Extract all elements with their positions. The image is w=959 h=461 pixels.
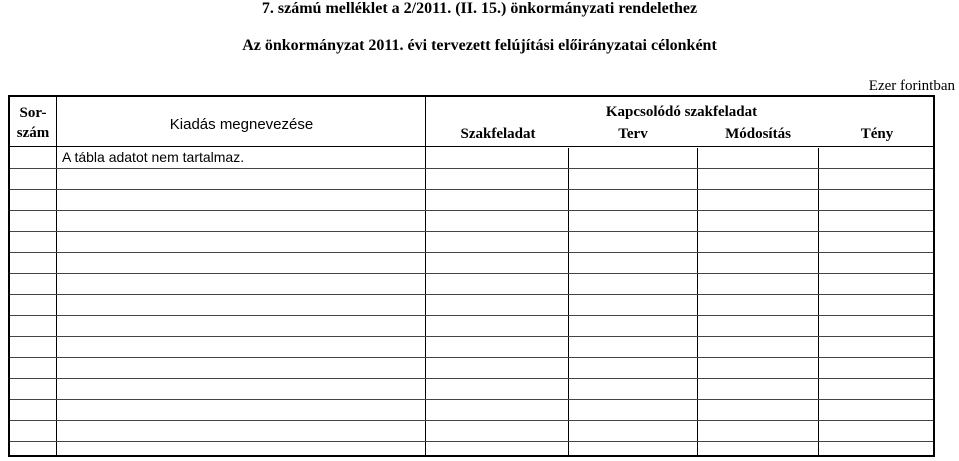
- row-line: [10, 294, 933, 295]
- kapcs-sub-divider: [425, 123, 933, 124]
- row-line: [10, 378, 933, 379]
- header-bottom-line: [10, 146, 933, 147]
- expense-table: [8, 95, 935, 457]
- header-kiadas: Kiadás megnevezése: [169, 116, 314, 133]
- row-line: [10, 315, 933, 316]
- row-line: [10, 231, 933, 232]
- col-divider: [697, 148, 698, 455]
- row-line: [10, 420, 933, 421]
- header-modositas: Módosítás: [725, 126, 791, 142]
- row-line: [10, 273, 933, 274]
- col-divider: [818, 148, 819, 455]
- table-title: Az önkormányzat 2011. évi tervezett felújítási előirányzatai célonként: [242, 37, 717, 54]
- no-data-note: A tábla adatot nem tartalmaz.: [62, 149, 245, 165]
- col-divider: [425, 97, 426, 455]
- row-line: [10, 357, 933, 358]
- col-divider: [568, 148, 569, 455]
- header-sorszam-line1: Sor-: [19, 105, 47, 121]
- header-kapcsolodo: Kapcsolódó szakfeladat: [605, 104, 758, 120]
- annex-title: 7. számú melléklet a 2/2011. (II. 15.) önkormányzati rendelethez: [261, 0, 698, 17]
- header-terv: Terv: [618, 126, 648, 142]
- header-szakfeladat: Szakfeladat: [460, 126, 536, 142]
- header-sorszam-line2: szám: [16, 125, 50, 141]
- row-line: [10, 168, 933, 169]
- header-teny: Tény: [860, 126, 894, 142]
- row-line: [10, 336, 933, 337]
- header-sorszam: [10, 103, 56, 143]
- row-line: [10, 189, 933, 190]
- row-line: [10, 252, 933, 253]
- row-line: [10, 210, 933, 211]
- row-line: [10, 399, 933, 400]
- unit-label: Ezer forintban: [868, 78, 955, 94]
- col-divider: [56, 97, 57, 455]
- row-line: [10, 441, 933, 442]
